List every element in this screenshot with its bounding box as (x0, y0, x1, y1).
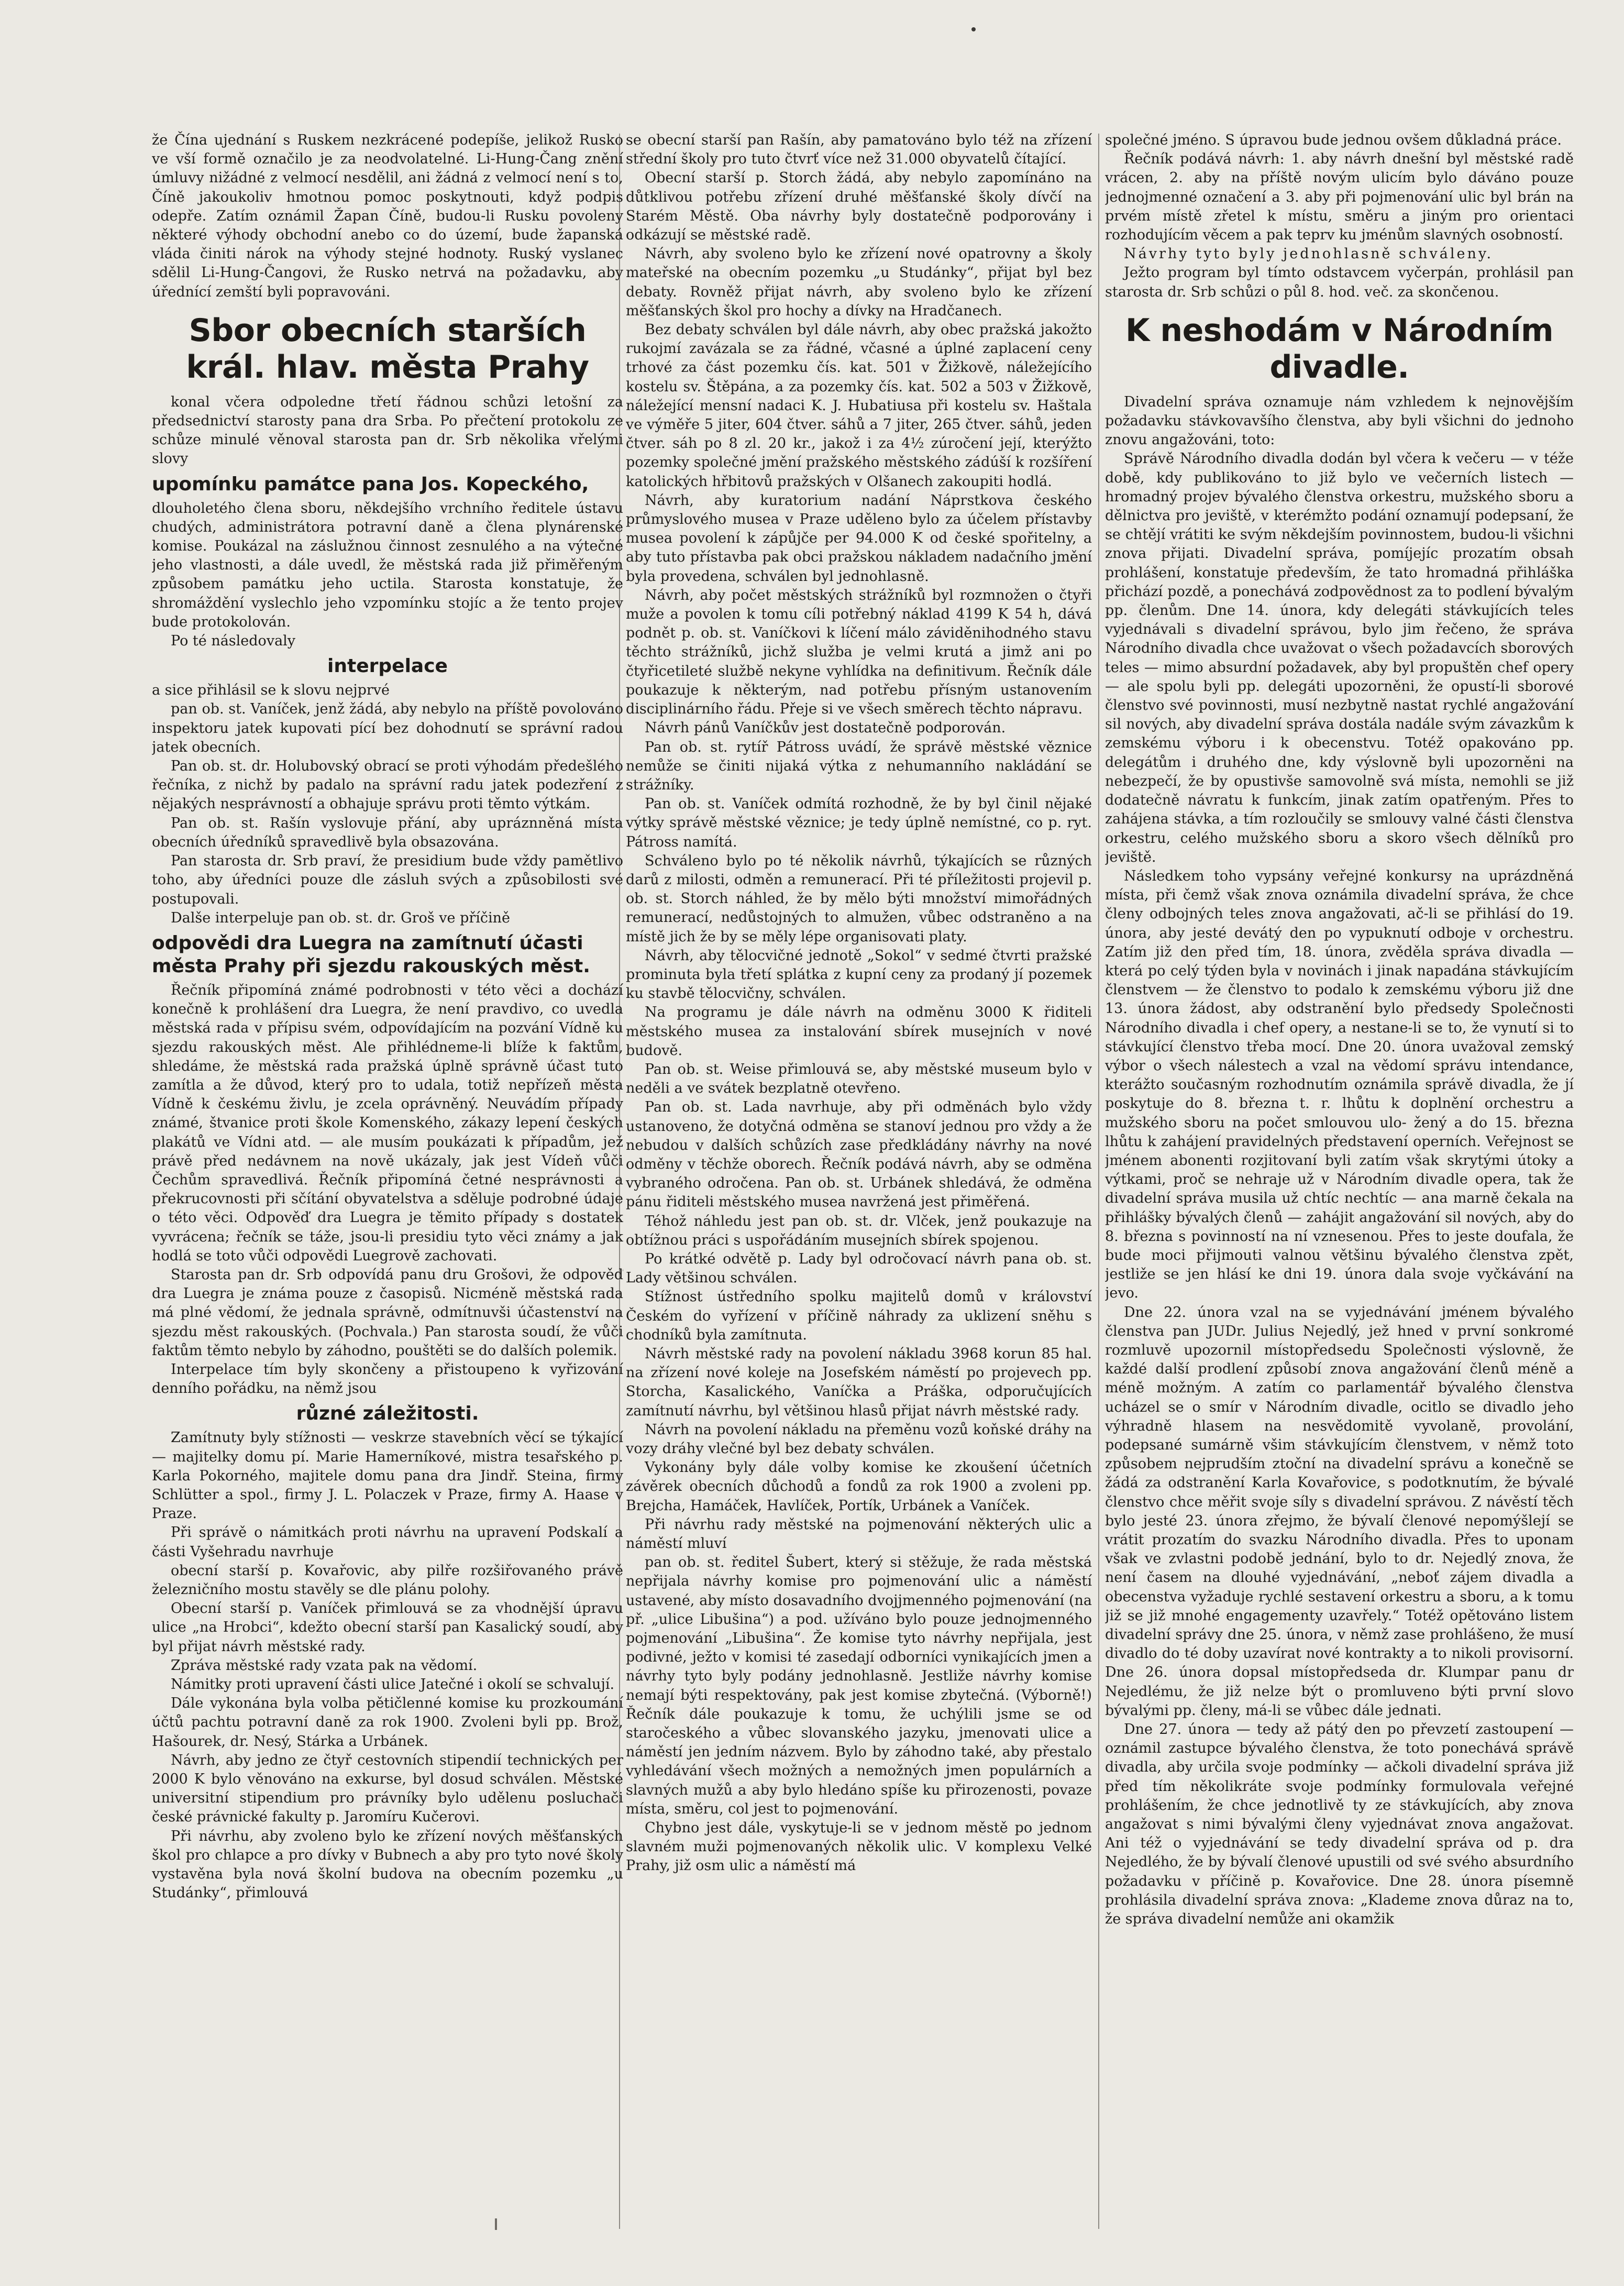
article-paragraph: Řečník připomíná známé podrobnosti v této věci a dochází konečně k prohlášení dra Luegra, že není pravdivo, co uvedla městská rada v přípisu svém, odpovídajícím na pozvání Vídně ku sjezdu rakouských měst. Ale přihlédneme-li blíže k faktům, shledáme, že městská rada pražská úplně správně účast tuto zamítla a že důvod, který pro to udala, totiž nepřízeň města Vídně k českému živlu, je zcela oprávněný. Neuvádím případy známé, štvanice proti škole Komenského, zákazy lepení českých plakátů ve Vídni atd. — ale musím poukázati k případům, jež právě před nedávnem na nově ukázaly, jak jest Vídeň vůči Čechům spravedlivá. Řečník připomíná četné nesprávnosti a překrucovnosti při sčítání obyvatelstva a sděluje podrobné údaje o této věci. Odpověď dra Luegra je těmito případy s dostatek vyvrácena; řečník se táže, jsou-li presidiu tyto věci známy a jak hodlá se toto vůči odpovědi Luegrově zachovati. (152, 982, 623, 1264)
article-paragraph: Chybno jest dále, vyskytuje-li se v jednom městě po jednom slavném muži pojmenovaných několik ulic. V komplexu Velké Prahy, již osm ulic a náměstí má (626, 1820, 1092, 1874)
article-paragraph: Při návrhu rady městské na pojmenování některých ulic a náměstí mluví (626, 1516, 1092, 1552)
article-paragraph: Návrh, aby tělocvičné jednotě „Sokol“ v sedmé čtvrti pražské prominuta byla třetí splátka z kupní ceny za prodaný jí pozemek ku stavbě tělocvičny, schválen. (626, 947, 1092, 1002)
section-heading: interpelace (327, 655, 448, 677)
article-paragraph: Návrhy tyto byly jednohlasně schváleny. (1124, 246, 1494, 262)
article-paragraph: konal včera odpoledne třetí řádnou schůzi letošní za předsednictví starosty pana dra Srba. Po přečtení protokolu ze schůze minulé věnoval starosta pan dr. Srb několika vřelými slovy (152, 393, 623, 467)
article-paragraph: Téhož náhledu jest pan ob. st. dr. Vlček, jenž poukazuje na obtížnou práci s uspořádáním musejních sbírek spojenou. (626, 1213, 1092, 1248)
article-paragraph: se obecní starší pan Rašín, aby pamatováno bylo též na zřízení střední školy pro tuto čtvrť více než 31.000 obyvatelů čítající. (626, 132, 1092, 168)
article-paragraph: Po krátké odvětě p. Lady byl odročovací návrh pana ob. st. Lady většinou schválen. (626, 1250, 1092, 1287)
article-paragraph: Návrh pánů Vaníčkův jest dostatečně podporován. (645, 720, 1006, 737)
article-paragraph: a sice přihlásil se k slovu nejprvé (152, 682, 390, 699)
article-paragraph: Následkem toho vypsány veřejné konkursy na uprázdněná místa, při čemž však znova oznámila divadelní správa, že chce členy odbojných teles znova angažovati, ač-li se přihlásí do 19. února, aby jesté devátý den po vypuknutí odboje v orchestru. Zatím již den před tím, 18. února, zvěděla správa divadla — která po celý týden byla v novinách i jinak napadána stávkujícím členstvem — že členstvo to podalo k zemskému výboru již dne 13. února žádost, aby odstranění bylo předsedy Společnosti Národního divadla i chef opery, a nestane-li se to, že vynutí si to stávkující členstvo třeba mocí. Dne 20. února uvažoval zemský výbor o všech nálestech a vzal na vědomí správu intendance, kterážto současným rozhodnutím oznámila správě divadla, že jí poskytuje do 8. března t. r. lhůtu k doplnění orchestru a mužského sboru na počet smlouvou ulo- žený a do 15. března lhůtu k zahájení pravidelných představení operních. Veřejnost se jménem abonenti rozjitovaní byli zatím však skrytými útoky a výtkami, proč se nehraje už v Národním divadle opera, tak že divadelní správa musila už chtíc nechtíc — ana marně čekala na přihlášky bývalých členů — zahájit angažování sil nových, aby do 8. března s povinností na ní vznesenou. Přes to jeste doufala, že bude moci přijmouti valnou většinu bývalého členstva zpět, jestliže se jen hlásí ke dni 19. února dala svoje vyčkávání na jevo. (1105, 867, 1574, 1302)
column-3 (1105, 131, 1574, 2232)
column-2 (626, 131, 1092, 2232)
article-paragraph: Návrh na povolení nákladu na přeměnu vozů koňské dráhy na vozy dráhy vlečné byl bez debaty schválen. (626, 1421, 1092, 1457)
print-dot (971, 27, 976, 31)
article-paragraph: Bez debaty schválen byl dále návrh, aby obec pražská jakožto rukojmí zavázala se za řádné, včasné a úplné zaplacení ceny trhové za část pozemku čís. kat. 501 v Žižkově, náležejícího kostelu sv. Štěpána, a za pozemky čís. kat. 502 a 503 v Žižkově, náležející mensní nadaci K. J. Hubatiusa při kostelu sv. Haštala ve výměře 5 jiter, 604 čtver. sáhů a 7 jiter, 265 čtver. sáhů, jeden čtver. sáh po 8 zl. 20 kr., jakož i za 4½ zúročení její, kterýžto pozemky společné jmění pražského městského zádúší k rozšíření katolických hřbitovů pražských v Olšanech zakoupiti hodlá. (626, 322, 1092, 490)
article-paragraph: Divadelní správa oznamuje nám vzhledem k nejnovějším požadavku stávkovavšího členstva, aby byli všichni do jednoho znovu angažováni, toto: (1105, 393, 1574, 448)
article-paragraph: pan ob. st. Vaníček, jenž žádá, aby nebylo na příště povolováno inspektoru jatek kupovati pící bez dohodnutí se správní radou jatek obecních. (152, 701, 623, 755)
article-paragraph: Obecní starší p. Storch žádá, aby nebylo zapomínáno na důtklivou potřebu zřízení druhé měšťanské školy dívčí na Starém Městě. Oba návrhy byly dostatečně podporovány i odkázují se městské radě. (626, 170, 1092, 244)
article-paragraph: že Čína ujednání s Ruskem nezkrácené podepíše, jelikož Rusko ve vší formě označilo je za neodvolatelné. Li-Hung-Čang znění úmluvy nižádné z velmocí nesdělil, ani žádná z velmocí není s to, Číně jakoukoliv hmotnou pomoc poskytnouti, když podpis odepře. Zatím oznámil Žapan Číně, budou-li Rusku povoleny některé výhody obchodní anebo co do území, bude žapanská vláda činiti nárok na výhody stejné hodnoty. Ruský vyslanec sdělil Li-Hung-Čangovi, že Rusko netrvá na požadavku, aby úřednící zemští byli popravováni. (152, 132, 623, 300)
article-paragraph: Ježto program byl tímto odstavcem vyčerpán, prohlásil pan starosta dr. Srb schůzi o půl 8. hod. več. za skončenou. (1105, 265, 1574, 300)
article-paragraph: Pan starosta dr. Srb praví, že presidium bude vždy pamětlivo toho, aby úředníci pouze dle zásluh svých a způsobilosti své postupovali. (152, 853, 623, 907)
article-paragraph: Dále vykonána byla volba pětičlenné komise ku prozkoumání účtů pachtu potravní daně za rok 1900. Zvoleni byli pp. Brož, Hašourek, dr. Nesý, Stárka a Urbánek. (152, 1695, 623, 1750)
column-1 (152, 131, 623, 2232)
article-paragraph: Schváleno bylo po té několik návrhů, týkajících se různých darů z milosti, odměn a remunerací. Při té příležitosti projevil p. ob. st. Storch náhled, že by mělo býti množství mimořádných remunerací, nedůstojných to almužen, vůbec odstraněno a na místě jich že by se měly lépe organisovati platy. (626, 852, 1092, 945)
article-paragraph: Starosta pan dr. Srb odpovídá panu dru Grošovi, že odpověď dra Luegra je známa pouze z časopisů. Nicméně městská rada má plné vědomí, že jednala správně, odmítnuvši účastenství na sjezdu měst rakouských. (Pochvala.) Pan starosta soudí, že vůči faktům těmto nebylo by záhodno, pouštěti se do dalších polemik. (152, 1266, 623, 1359)
article-paragraph: Zpráva městské rady vzata pak na vědomí. (171, 1657, 478, 1674)
article-paragraph: Návrh, aby svoleno bylo ke zřízení nové opatrovny a školy mateřské na obecním pozemku „u Studánky“, přijat byl bez debaty. Rovněž přijat návrh, aby svoleno bylo ke zřízení měšťanských škol pro hochy a dívky na Hradčanech. (626, 246, 1092, 319)
print-mark (495, 2218, 497, 2230)
column-rule (1098, 134, 1099, 2229)
article-paragraph: Dne 27. února — tedy až pátý den po převzetí zastoupení — oznámil zastupce bývalého členstva, že toto ponechává správě divadla, aby určila svoje podmínky — ačkoli divadelní správa již před tím několikráte svoje podmínky formulovala veřejné prohlášením, že chce jednotlivě ty ze stávkujících, aby znova angažovat s nimi bývalými členy vyjednávat znova angažovat. Ani též o vyjednávání se tedy divadelní správa od p. dra Nejedlého, že by bývalí členové upustili od své svého absurdního požadavku v příčině p. Kovařovice. Dne 28. února písemně prohlásila divadelní správa znova: „Klademe znova důraz na to, že správa divadelní nemůže ani okamžik (1105, 1721, 1574, 1928)
article-headline: Sbor obecních starších král. hlav. města Prahy (186, 312, 589, 386)
article-paragraph: obecní starší p. Kovařovic, aby pilře rozšiřovaného právě železničního mostu stavěly se dle plánu polohy. (152, 1562, 623, 1598)
article-paragraph: Návrh, aby kuratorium nadání Náprstkova českého průmyslového musea v Praze uděleno bylo za účelem přístavby musea povolení k zápůjče per 94.000 K od české spořitelny, a aby tuto přístavba pak obci pražskou nákladem nadačního jmění byla provedena, schválen byl jednohlasně. (626, 492, 1092, 585)
article-paragraph: Interpelace tím byly skončeny a přistoupeno k vyřizování denního pořádku, na němž jsou (152, 1361, 623, 1397)
article-paragraph: Dne 22. února vzal na se vyjednávání jménem bývalého členstva pan JUDr. Julius Nejedlý, jež hned v první sonkromé rozmluvě upozornil místopředsedu Společnosti výslovně, že každé další prodlení způsobí znova angažování členů méně a méně možným. A zatím co parlamentář bývalého členstva ucházel se o smír v Národním divadle, ocitlo se divadlo jeho výhradně hlasem na nesvědomitě vyvolaně, provolání, podepsané sumárně všim stávkujícím členstvem, v němž toto způsobem nejprudším ztoční na divadelní správu a konečně se žádá za odstranění Karla Kovařovice, s podotknutím, že bývalé členstvo chce měřit svoje síly s divadelní správou. Z návěstí těch bylo jesté 23. února zřejmo, že bývalí členové nepomýšlejí se vrátit prozatím do svazku Národního divadla. Přes to uponam však ve zvlastni podobě jednání, bylo to dr. Nejedlý znova, že není časem na dlouhé vyjednávání, „neboť zájem divadla a obecenstva vyžaduje rychlé sestavení orkestru a sboru, a k tomu již se již mnohé engagementy uzavřely.“ Totéž opětováno listem divadelní správy dne 25. února, v němž zase prohlášeno, že musí divadlo do té doby uzavírat nové kontrakty a to nikoli provisorní. Dne 26. února dopsal místopředseda dr. Klumpar panu dr Nejedlému, že již nelze být o promluveno býti první slovo bývalými pp. členy, má-li se vůbec dále jednati. (1105, 1304, 1574, 1719)
article-paragraph: Návrh, aby počet městských strážníků byl rozmnožen o čtyři muže a povolen k tomu cíli potřebný náklad 4199 K 54 h, dává podnět p. ob. st. Vaníčkovi k líčení málo záviděnihodného stavu těchto strážníků, jichž služba je velmi krutá a jimž ani po čtyřicetileté službě nekyne vyhlídka na definitivum. Řečník dále poukazuje k některým, nad potřebu přísným ustanovením disciplinárního řádu. Přeje si ve všech směrech těchto nápravu. (626, 587, 1092, 718)
article-paragraph: Dalše interpeluje pan ob. st. dr. Groš ve příčině (171, 909, 511, 926)
section-heading: upomínku památce pana Jos. Kopeckého, (152, 473, 589, 495)
article-paragraph: Návrh, aby jedno ze čtyř cestovních stipendií technických per 2000 K bylo věnováno na exkurse, byl dosud schválen. Městské universitní stipendium pro právníky bylo udělenu posluchači české právnické fakulty p. Jaromíru Kučerovi. (152, 1752, 623, 1826)
article-paragraph: Námitky proti upravení části ulice Jatečné i okolí se schvalují. (171, 1676, 615, 1693)
article-paragraph: pan ob. st. ředitel Šubert, který si stěžuje, že rada městská nepřijala návrhy komise pro pojmenování ulic a náměstí ustavené, aby místo dosavadního dvojjmenného pojmenování (na př. „ulice Libušina“) a pod. užíváno bylo pouze jednojmenného pojmenování „Libušina“. Že komise tyto návrhy nepřijala, jest podivné, ježto v komisi té zasedají odborníci vynikajících jmen a návrhy tyto byly podány jednohlasně. Jestliže návrhy komise nemají býti respektovány, pak jest komise zbytečná. (Výborně!) Řečník dále poukazuje k tomu, že uchýlili jsme se od staročeského a vůbec slovanského jazyku, jmenovati ulice a náměstí jen jedním názvem. Bylo by záhodno také, aby přestalo vyhledávání všech možných a nemožných jmen populárních a slavných mužů a aby bylo hledáno spíše ku přirozenosti, povaze místa, směru, col jest to pojmenování. (626, 1554, 1092, 1817)
article-paragraph: Po té následovaly (171, 633, 296, 650)
article-paragraph: Obecní starší p. Vaníček přimlouvá se za vhodnější úpravu ulice „na Hrobci“, kdežto obecní starší pan Kasalický soudí, aby byl přijat návrh městské rady. (152, 1600, 623, 1655)
article-paragraph: Při správě o námitkách proti návrhu na upravení Podskalí a části Vyšehradu navrhuje (152, 1524, 623, 1560)
article-paragraph: Na programu je dále návrh na odměnu 3000 K řiditeli městského musea za instalování sbírek musejních v nové budově. (626, 1004, 1092, 1059)
article-paragraph: Řečník podává návrh: 1. aby návrh dnešní byl městské radě vrácen, 2. aby na příště novým ulicím bylo dáváno pouze jednojmenné označení a 3. aby při pojmenování ulic byl brán na prvém místě zřetel k místu, směru a jiným pro orientaci rozhodujícím věcem a pak teprv ku jménům slavných osobností. (1105, 151, 1574, 244)
article-paragraph: Pan ob. st. Weise přimlouvá se, aby městské museum bylo v neděli a ve svátek bezplatně otevřeno. (626, 1061, 1092, 1097)
article-paragraph: Pan ob. st. rytíř Pátross uvádí, že správě městské věznice nemůže se činiti nijaká výtka z nehumanního nakládání se strážníky. (626, 739, 1092, 793)
article-paragraph: Vykonány byly dále volby komise ke zkoušení účetních závěrek obecních důchodů a fondů za rok 1900 a zvoleni pp. Brejcha, Hamáček, Havlíček, Portík, Urbánek a Vaníček. (626, 1459, 1092, 1514)
article-paragraph: Návrh městské rady na povolení nákladu 3968 korun 85 hal. na zřízení nové koleje na Josefském náměstí po projevech pp. Storcha, Kasalického, Vaníčka a Práška, odporučujících zamítnutí návrhu, byl většinou hlasů přijat návrh městské rady. (626, 1346, 1092, 1419)
article-paragraph: Pan ob. st. Lada navrhuje, aby při odměnách bylo vždy ustanoveno, že dotyčná odměna se stanoví jednou pro vždy a že nebudou v dalších schůzích zase předkládány návrhy na nové odměny v těchže oborech. Řečník podává návrh, aby se odměna vybraného odročena. Pan ob. st. Urbánek shledává, že odměna pánu řiditeli městského musea navržená jest přiměřená. (626, 1099, 1092, 1211)
article-paragraph: společné jméno. S úpravou bude jednou ovšem důkladná práce. (1105, 132, 1562, 148)
section-heading: různé záležitosti. (296, 1403, 479, 1425)
article-paragraph: Pan ob. st. Rašín vyslovuje přání, aby upráznněná místa obecních úředníků spravedlivě byla obsazována. (152, 815, 623, 850)
article-headline: K neshodám v Národním divadle. (1125, 312, 1554, 386)
section-heading: odpovědi dra Luegra na zamítnutí účasti města Prahy při sjezdu rakouských měst. (152, 932, 590, 977)
article-paragraph: dlouholetého člena sboru, někdejšího vrchního ředitele ústavu chudých, administrátora potravní daně a člena plynárenské komise. Poukázal na záslužnou činnost zesnulého a na výtečné jeho vlastnosti, a dále uvedl, že městská rada již přiměřeným způsobem památku jeho uctila. Starosta konstatuje, že shromáždění vyslechlo jeho vzpomínku stojíc a že tento projev bude protokolován. (152, 500, 623, 630)
article-paragraph: Pan ob. st. dr. Holubovský obrací se proti výhodám předešlého řečníka, z nichž by padalo na správní radu jatek podezření z nějakých nesprávností a obhajuje správu proti těmto výtkám. (152, 758, 623, 812)
article-paragraph: Zamítnuty byly stížnosti — veskrze stavebních věcí se týkající — majitelky domu pí. Marie Hamerníkové, mistra tesařského p. Karla Pokorného, majitele domu pana dra Jindř. Steina, firmy Schlütter a spol., firmy J. L. Polaczek v Praze, firmy A. Haase v Praze. (152, 1430, 623, 1522)
article-paragraph: Správě Národního divadla dodán byl včera k večeru — v téže době, kdy publikováno to již bylo ve večerních listech — hromadný projev bývalého členstva orkestru, mužského sboru a dělnictva pro jeviště, v kterémžto podání oznamují podepsaní, že se chtějí vrátiti ke svým někdejším povinnostem, budou-li všichni znova přijati. Divadelní správa, pomíjejíc prozatím obsah prohlášení, konstatuje především, že tato hromadná přihláška přichází pozdě, a ponechává zodpovědnost za to podlení bývalým pp. členům. Dne 14. února, kdy delegáti stávkujících teles vyjednávali s divadelní správou, bylo jim řečeno, že správa Národního divadla chce uvažovat o všech požadavcích sborových teles — mimo absurdní požadavek, aby byl propuštěn chef opery — ale spolu byli pp. delegáti upozorněni, že opustí-li sborové členstvo své povinnosti, musí nezbytně nastat rychlé angažování sil nových, aby divadelní správa dostála nadále svým závazkům k zemskému výboru i k obecenstvu. Totéž opakováno pp. delegátům i druhého dne, kdy výslovně byli upozorněni na nebezpečí, že by opustivše samovolně svá místa, nemohli se již dodatečně návratu k funkcím, jinak zatím opatřeným. Přes to zahájena stávka, a tím rozloučily se smlouvy valné části členstva orkestru, celého mužského sboru a skoro všech dělníků pro jeviště. (1105, 450, 1574, 865)
article-paragraph: Stížnost ústředního spolku majitelů domů v království Českém do vyřízení v příčině náhrady za uklizení sněhu s chodníků byla zamítnuta. (626, 1289, 1092, 1343)
article-paragraph: Při návrhu, aby zvoleno bylo ke zřízení nových měšťanských škol pro chlapce a pro dívky v Bubnech a aby pro tyto nové školy vystavěna byla nová školní budova na obecním pozemku „u Studánky“, přimlouvá (152, 1828, 623, 1902)
article-paragraph: Pan ob. st. Vaníček odmítá rozhodně, že by byl činil nějaké výtky správě městské věznice; je tedy úplně nemístné, co p. ryt. Pátross namítá. (626, 796, 1092, 850)
